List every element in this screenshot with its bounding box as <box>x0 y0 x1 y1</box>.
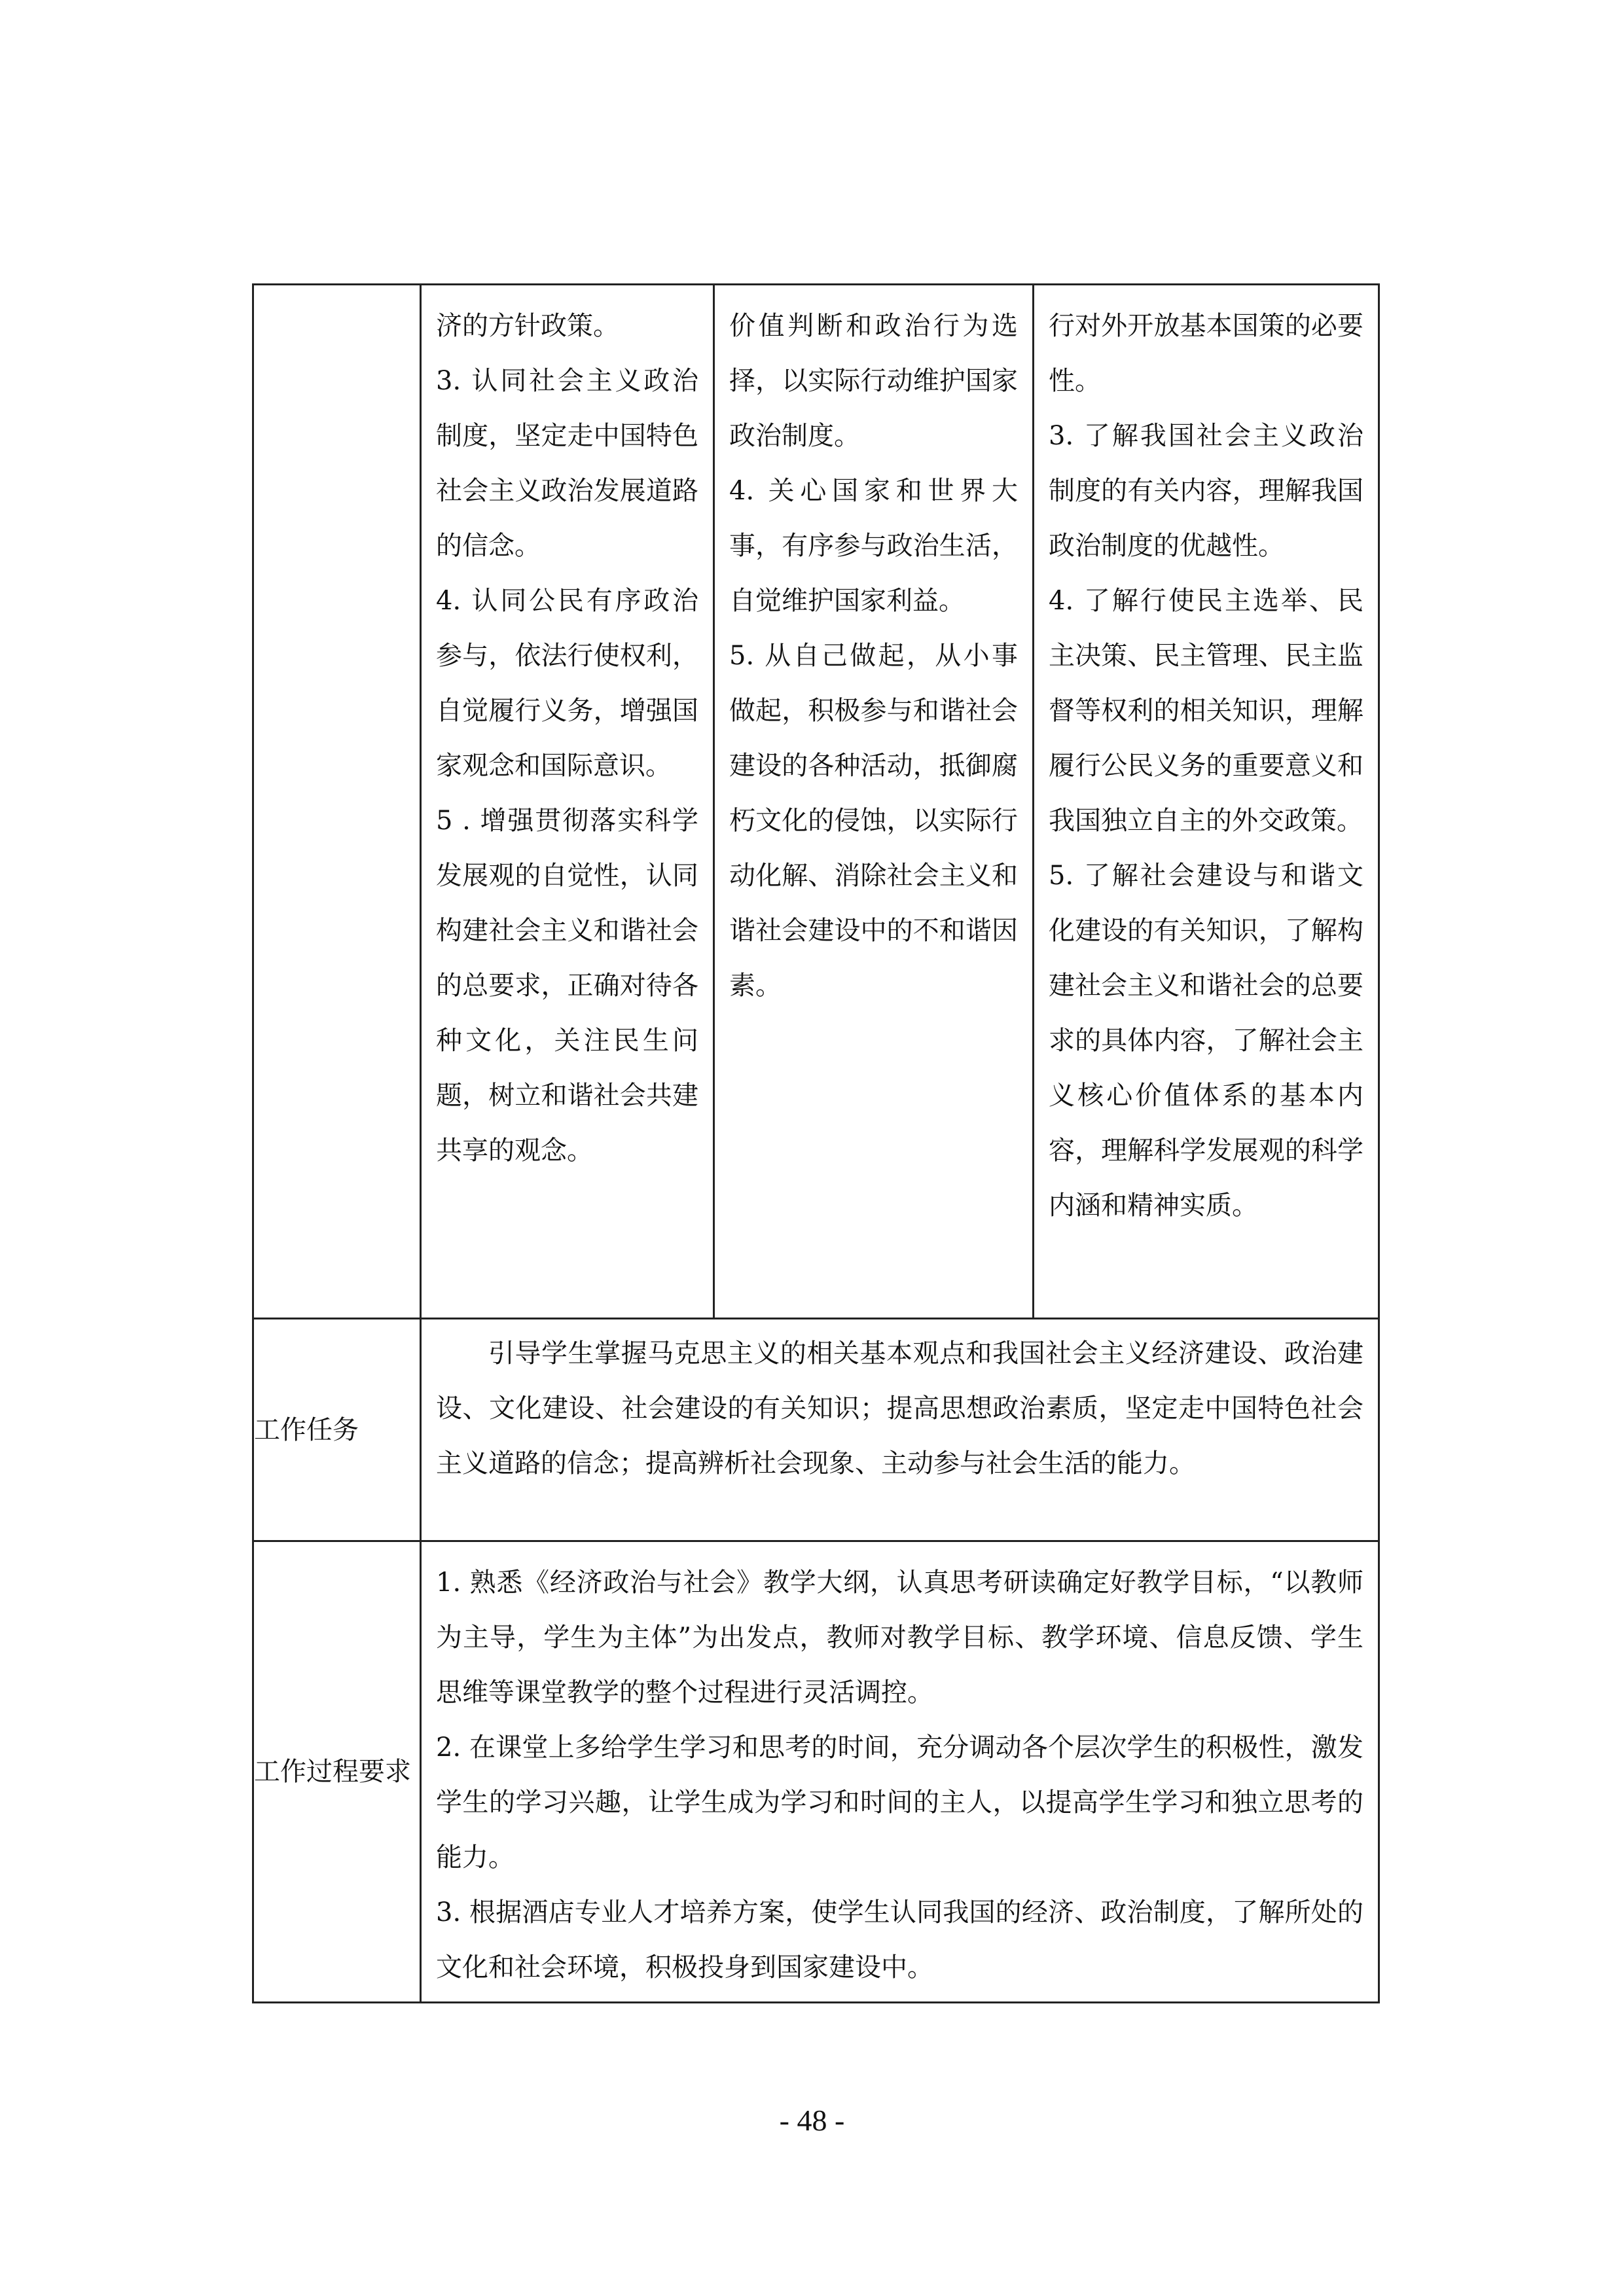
list-item: 4. 了解行使民主选举、民主决策、民主管理、民主监督等权利的相关知识，理解履行公民义务的重要意义和我国独立自主的外交政策。 <box>1049 586 1363 836</box>
table-row <box>253 1319 1379 1541</box>
work-task-content <box>421 1319 1379 1541</box>
list-item: 5 . 增强贯彻落实科学发展观的自觉性，认同构建社会主义和谐社会的总要求，正确对待各种文化，关注民生问题，树立和谐社会共建共享的观念。 <box>436 806 698 1166</box>
list-item: 3. 了解我国社会主义政治制度的有关内容，理解我国政治制度的优越性。 <box>1049 421 1363 561</box>
work-task-label: 工作任务 <box>253 1319 421 1541</box>
table-row <box>253 285 1379 1319</box>
table-row <box>253 1541 1379 2003</box>
curriculum-table <box>252 283 1380 2003</box>
knowledge-goals-cell <box>1034 285 1379 1319</box>
list-item: 3. 根据酒店专业人才培养方案，使学生认同我国的经济、政治制度，了解所处的文化和社会环境，积极投身到国家建设中。 <box>436 1897 1363 1982</box>
list-item: 行对外开放基本国策的必要性。 <box>1049 311 1363 396</box>
list-item: 4. 认同公民有序政治参与，依法行使权利，自觉履行义务，增强国家观念和国际意识。 <box>436 586 698 781</box>
work-process-content <box>421 1541 1379 2003</box>
work-task-text: 引导学生掌握马克思主义的相关基本观点和我国社会主义经济建设、政治建设、文化建设、社会建设的有关知识；提高思想政治素质，坚定走中国特色社会主义道路的信念；提高辨析社会现象、主动参与社会生活的能力。 <box>436 1338 1363 1479</box>
empty-label-cell <box>253 285 421 1319</box>
list-item: 1. 熟悉《经济政治与社会》教学大纲，认真思考研读确定好教学目标，“以教师为主导，学生为主体”为出发点，教师对教学目标、教学环境、信息反馈、学生思维等课堂教学的整个过程进行灵活调控。 <box>436 1568 1363 1708</box>
list-item: 4. 关心国家和世界大事，有序参与政治生活，自觉维护国家利益。 <box>729 476 1018 616</box>
list-item: 5. 了解社会建设与和谐文化建设的有关知识，了解构建社会主义和谐社会的总要求的具体内容，了解社会主义核心价值体系的基本内容，理解科学发展观的科学内涵和精神实质。 <box>1049 861 1363 1221</box>
page-number: - 48 - <box>779 2104 845 2137</box>
attitude-goals-cell <box>421 285 714 1319</box>
list-item: 济的方针政策。 <box>436 311 619 341</box>
list-item: 5. 从自己做起，从小事做起，积极参与和谐社会建设的各种活动，抵御腐朽文化的侵蚀，以实际行动化解、消除社会主义和谐社会建设中的不和谐因素。 <box>729 641 1018 1001</box>
work-process-label: 工作过程要求 <box>253 1541 421 2003</box>
list-item: 3. 认同社会主义政治制度，坚定走中国特色社会主义政治发展道路的信念。 <box>436 366 698 561</box>
list-item: 2. 在课堂上多给学生学习和思考的时间，充分调动各个层次学生的积极性，激发学生的学习兴趣，让学生成为学习和时间的主人，以提高学生学习和独立思考的能力。 <box>436 1732 1363 1873</box>
list-item: 价值判断和政治行为选择，以实际行动维护国家政治制度。 <box>729 311 1018 451</box>
ability-goals-cell <box>714 285 1034 1319</box>
